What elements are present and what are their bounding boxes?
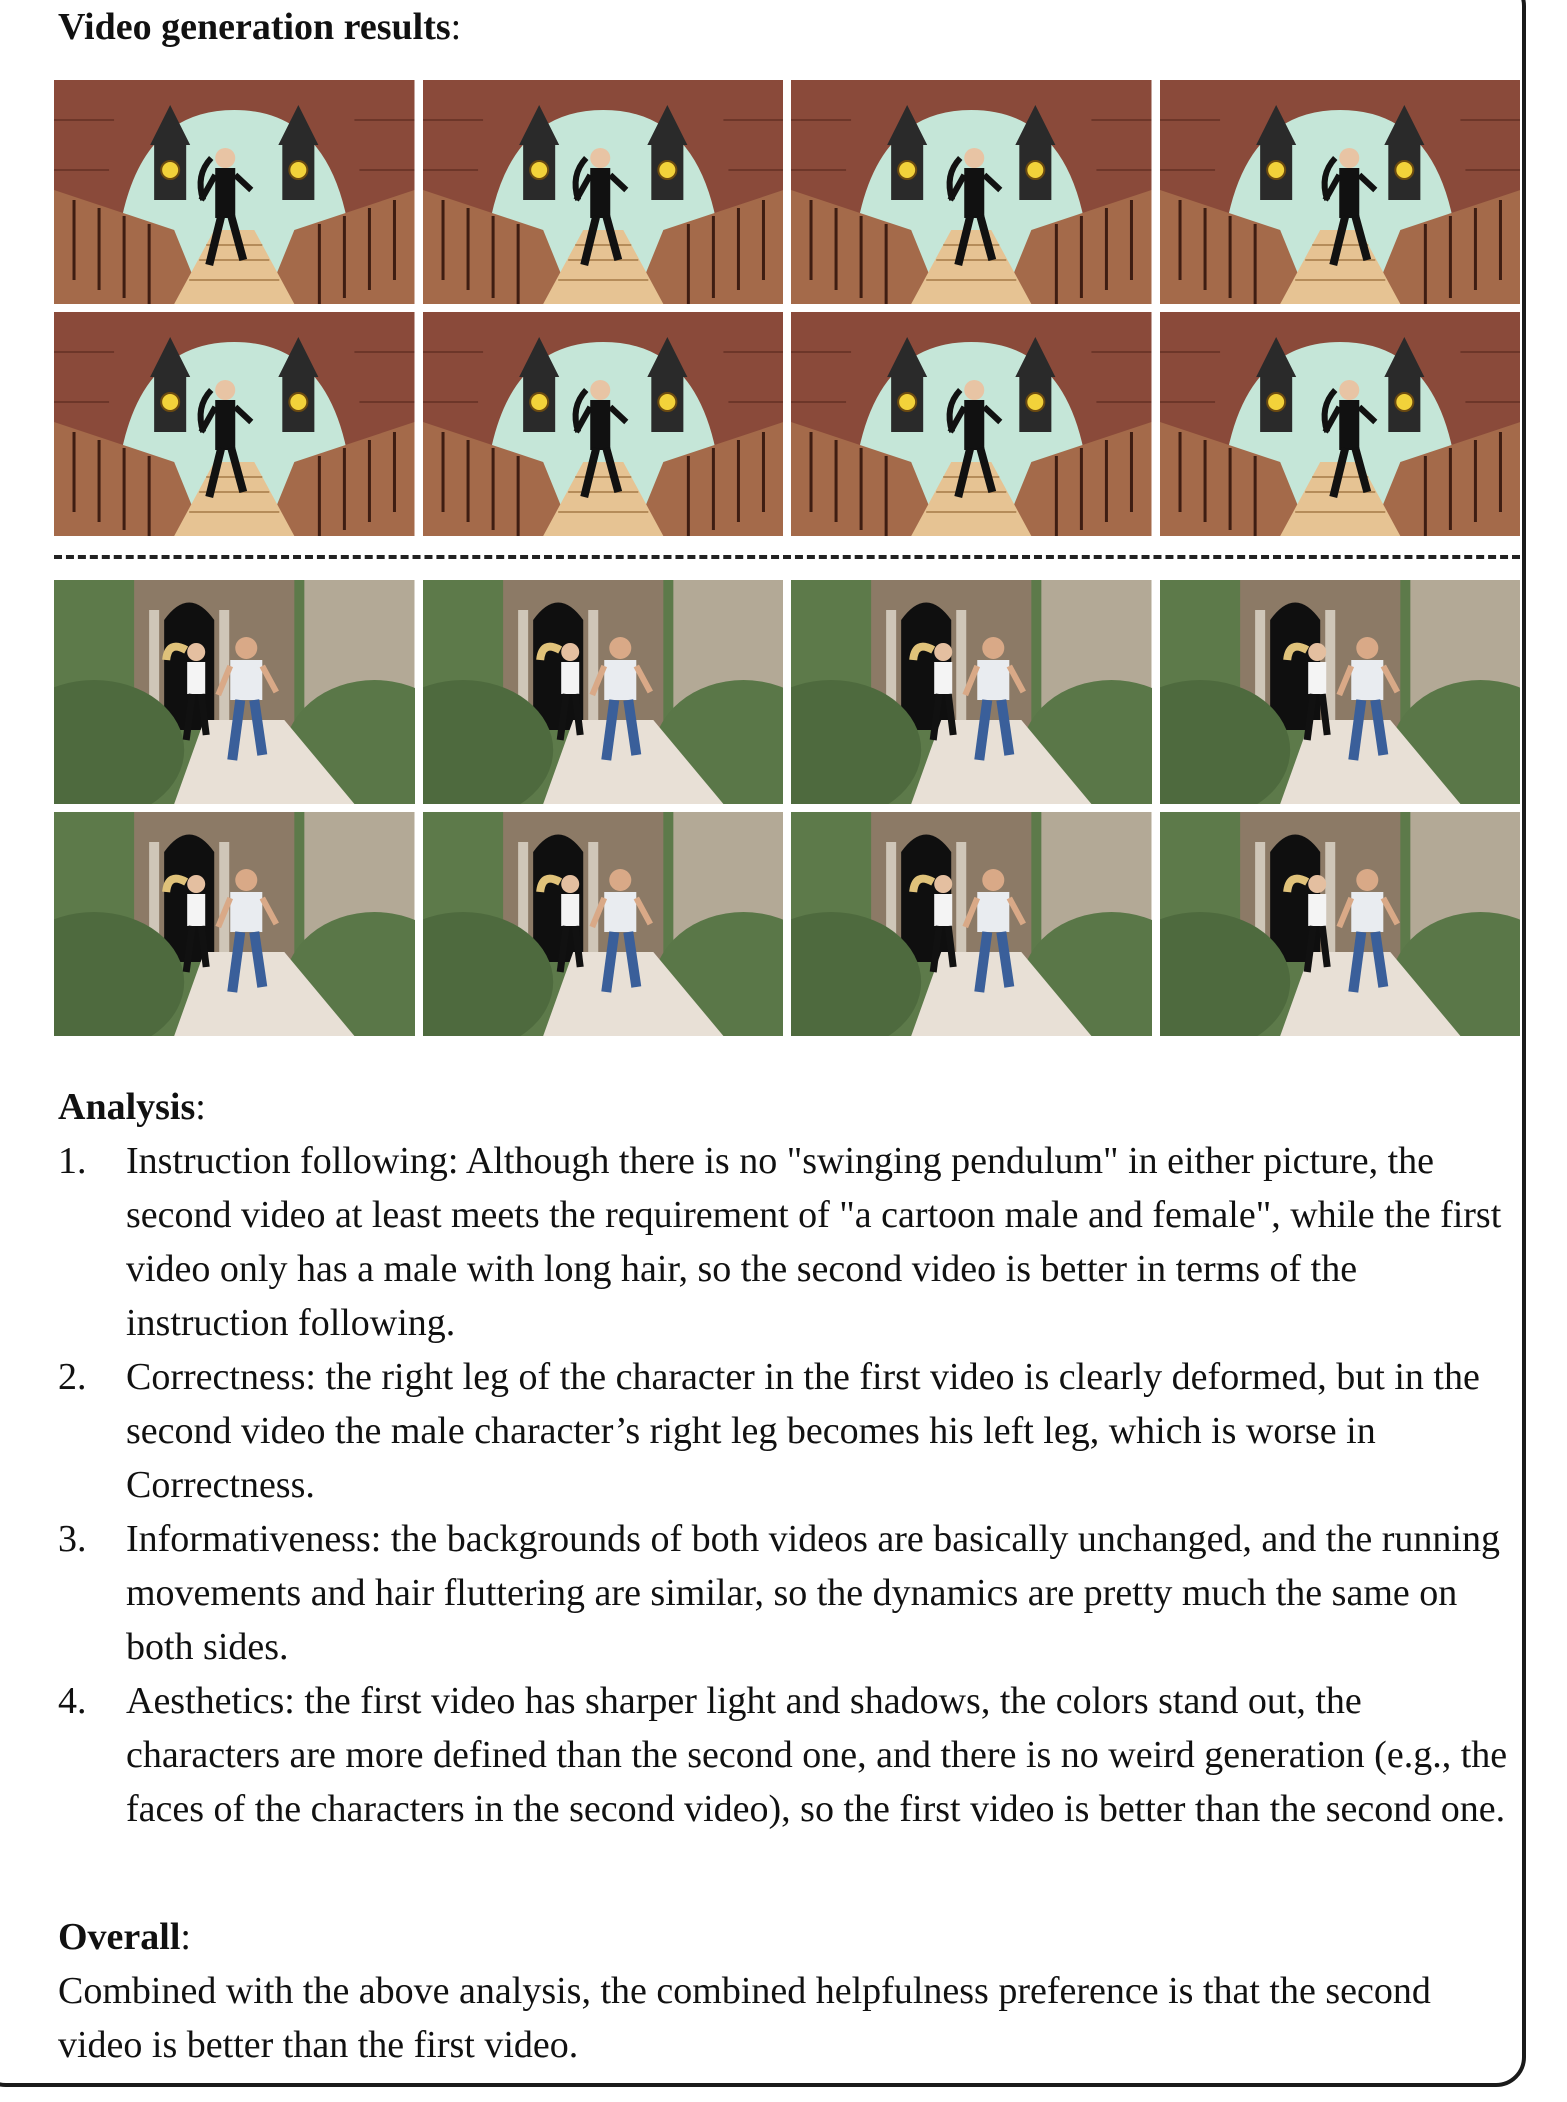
item-number: 3. (58, 1518, 87, 1560)
analysis-item (58, 1512, 1518, 1674)
video-frame (54, 312, 415, 536)
item-number: 1. (58, 1140, 87, 1182)
photo-video-grid (54, 580, 1520, 1044)
video-frame (54, 80, 415, 304)
item-number: 2. (58, 1356, 87, 1398)
video-frame (423, 580, 784, 804)
video-frame (1160, 312, 1521, 536)
analysis-list (58, 1134, 1518, 1836)
video-frame (423, 80, 784, 304)
item-text: Correctness: the right leg of the character in the first video is clearly deformed, but in the second video the male character’s right leg becomes his left leg, which is worse in Correctness. (126, 1356, 1480, 1506)
overall-heading (58, 1910, 1518, 1964)
video-frame (1160, 80, 1521, 304)
analysis-colon: : (195, 1086, 206, 1128)
item-text: Instruction following: Although there is no "swinging pendulum" in either picture, the second video at least meets the requirement of "a cartoon male and female", while the first video only has a male with long hair, so the second video is better in terms of the instruction following. (126, 1140, 1502, 1344)
video-frame (423, 312, 784, 536)
analysis-section (58, 1080, 1518, 1836)
analysis-item (58, 1674, 1518, 1836)
cartoon-video-grid (54, 80, 1520, 544)
results-heading (58, 4, 461, 50)
overall-section (58, 1910, 1518, 2072)
video-frame (1160, 812, 1521, 1036)
results-title: Video generation results (58, 6, 451, 48)
overall-text: Combined with the above analysis, the combined helpfulness preference is that the second video is better than the first video. (58, 1970, 1431, 2066)
video-frame (791, 312, 1152, 536)
video-frame (791, 580, 1152, 804)
results-colon: : (450, 6, 462, 48)
video-frame (54, 580, 415, 804)
overall-colon: : (180, 1916, 191, 1958)
dashed-separator (54, 555, 1520, 559)
overall-title: Overall (58, 1916, 181, 1958)
video-frame (791, 80, 1152, 304)
item-text: Aesthetics: the first video has sharper light and shadows, the colors stand out, the characters are more defined than the second one, and there is no weird generation (e.g., the faces of the characters in the second video), so the first video is better than the second one. (126, 1680, 1508, 1830)
video-frame (1160, 580, 1521, 804)
analysis-heading (58, 1080, 1518, 1134)
video-frame (54, 812, 415, 1036)
item-text: Informativeness: the backgrounds of both videos are basically unchanged, and the running movements and hair fluttering are similar, so the dynamics are pretty much the same on both sides. (126, 1518, 1500, 1668)
analysis-item (58, 1350, 1518, 1512)
analysis-item (58, 1134, 1518, 1350)
analysis-title: Analysis (58, 1086, 196, 1128)
video-frame (423, 812, 784, 1036)
item-number: 4. (58, 1680, 87, 1722)
video-frame (791, 812, 1152, 1036)
